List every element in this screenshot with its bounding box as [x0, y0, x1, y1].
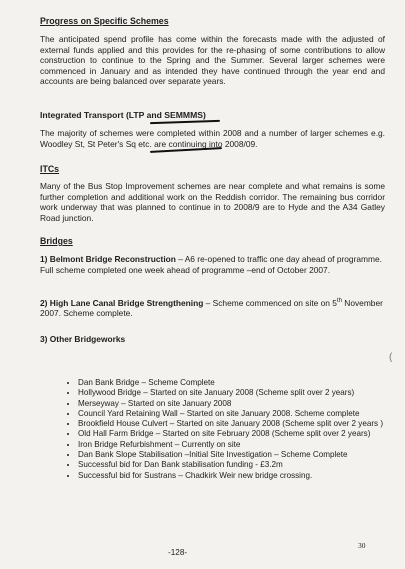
list-item: • Dan Bank Bridge – Scheme Complete [78, 378, 388, 388]
integrated-transport-paragraph: The majority of schemes were completed within 2008 and a number of larger schemes e.g. Woodley St, St Peter's Sq etc. are continuing into 2008/09. [40, 128, 385, 149]
pen-underline [150, 120, 220, 124]
list-item: • Successful bid for Sustrans – Chadkirk Weir new bridge crossing. [78, 471, 388, 481]
list-item: • Iron Bridge Refurbishment – Currently on site [78, 440, 388, 450]
bridge-item-1-title: 1) Belmont Bridge Reconstruction [40, 254, 176, 264]
bridge-item-2-body: – Scheme commenced on site on 5 [203, 297, 337, 308]
list-item: • Merseyway – Started on site January 2008 [78, 399, 388, 409]
list-item: • Brookfield House Culvert – Started on site January 2008 (Scheme split over 2 years ) [78, 419, 388, 429]
itcs-paragraph: Many of the Bus Stop Improvement schemes are near complete and what remains is some further completion and additional work on the Reddish corridor. The remaining bus corridor work underway that was planned to continue in to 2008/9 are to Hyde and the A34 Gatley Road junction. [40, 181, 385, 223]
list-item: • Dan Bank Slope Stabilisation –Initial Site Investigation – Scheme Complete [78, 450, 388, 460]
list-item: • Successful bid for Dan Bank stabilisation funding - £3.2m [78, 460, 388, 470]
progress-heading: Progress on Specific Schemes [40, 16, 169, 26]
bridge-item-1 [40, 254, 385, 275]
bridge-item-2-title: 2) High Lane Canal Bridge Strengthening [40, 297, 204, 308]
bridge-item-1-body: – A6 re-opened to traffic one day ahead of programme. Full scheme completed one week ahead of programme –end of October 2007. [40, 254, 382, 275]
list-item: • Council Yard Retaining Wall – Started on site January 2008. Scheme complete [78, 409, 388, 419]
integrated-transport-heading: Integrated Transport (LTP and SEMMMS) [40, 110, 206, 120]
itcs-heading: ITCs [40, 164, 60, 174]
list-item: • Hollywood Bridge – Started on site January 2008 (Scheme split over 2 years) [78, 388, 388, 398]
page-number: -128- [168, 548, 188, 557]
folio-number: 30 [358, 541, 366, 550]
bridge-item-2-body-end: November 2007. Scheme complete. [40, 297, 383, 319]
bridge-item-2 [40, 296, 385, 319]
bridgeworks-list [64, 378, 388, 481]
margin-mark: ( [389, 352, 393, 363]
progress-paragraph: The anticipated spend profile has come within the forecasts made with the adjusted of external funds applied and this provides for the re-phasing of some contributions to allow construction to continue to the Spring and the Summer. Several larger schemes were commenced in January and as intended they have continued through the year end and accounts are being balanced over separate years. [40, 34, 385, 87]
bridges-heading: Bridges [40, 236, 73, 246]
ordinal-suffix: th [336, 298, 342, 304]
list-item: • Old Hall Farm Bridge – Started on site February 2008 (Scheme split over 2 years) [78, 429, 388, 439]
bridge-item-3-title: 3) Other Bridgeworks [40, 334, 126, 344]
